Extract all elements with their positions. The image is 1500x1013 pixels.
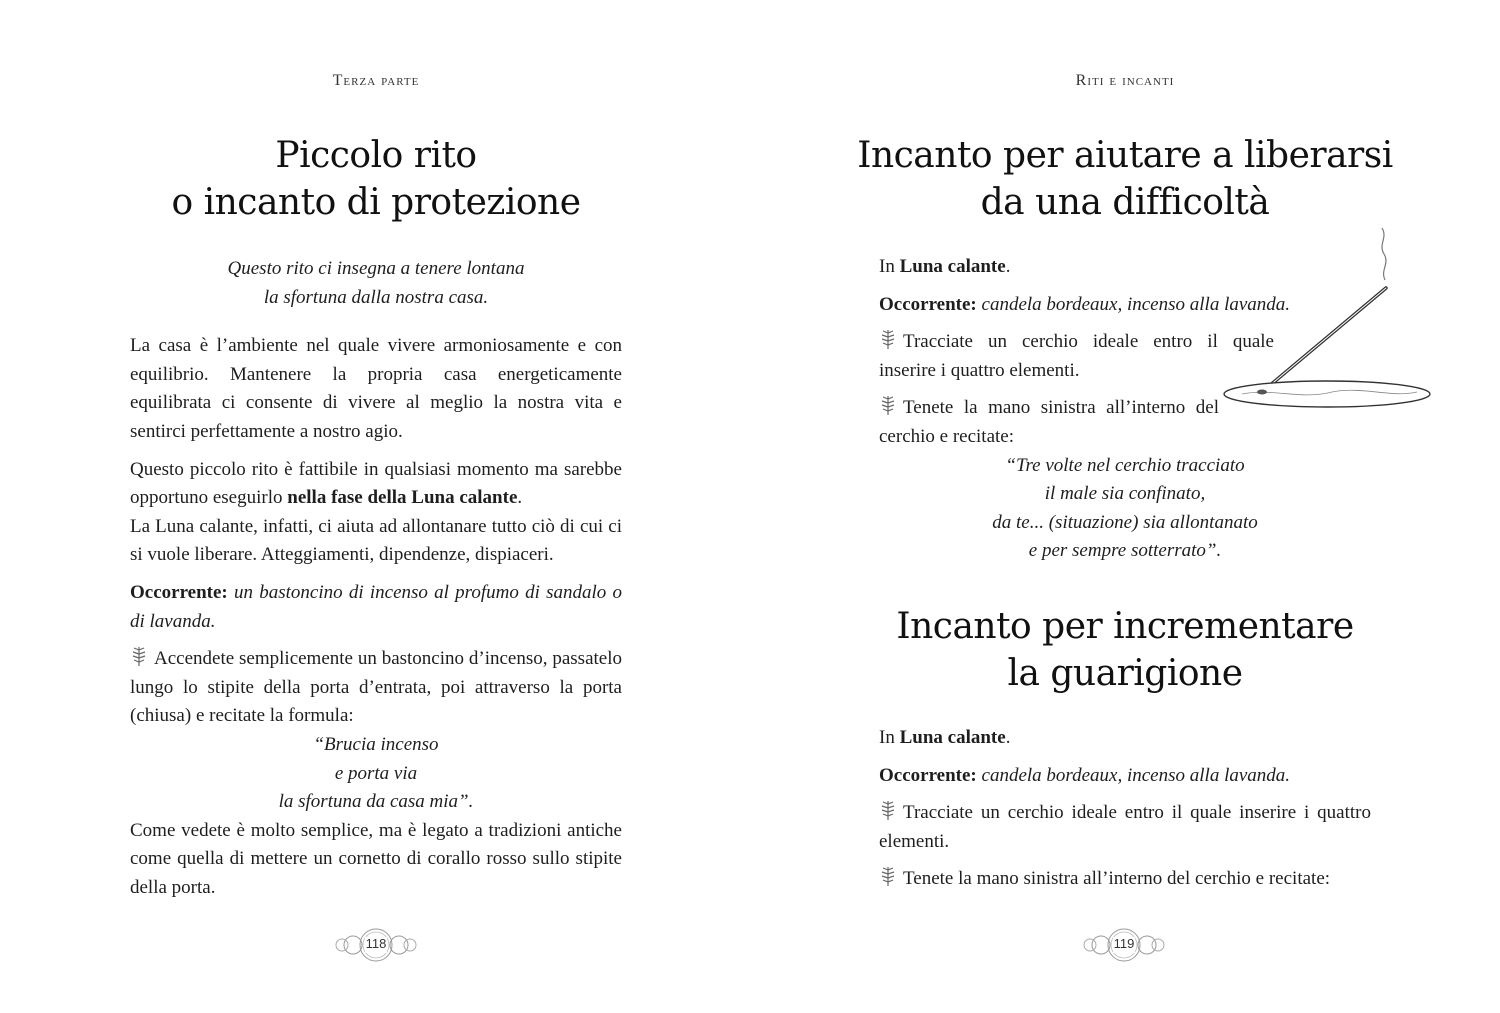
chant-line: da te... (situazione) sia allontanato [992,511,1258,533]
title-line: da una difficoltà [980,182,1270,223]
sprig-icon [879,865,897,885]
text: In [879,256,900,277]
step [130,645,622,731]
step [879,328,1274,385]
formula-line: “Brucia incenso [313,733,439,755]
step [879,799,1371,856]
text: In [879,727,900,748]
title-line: la guarigione [1007,653,1243,694]
section-title [850,132,1400,226]
title-line: o incanto di protezione [171,182,581,223]
text: . [1005,256,1011,277]
right-page [750,0,1500,1013]
page-title [0,132,752,226]
page-number-text: 118 [365,936,387,951]
paragraph: La casa è l’ambiente nel quale vivere armoniosamente e con equilibrio. Mantenere la propria casa energeticamente equilibrata ci consente di vivere al meglio la nostra vita e sentirci perfettamente a nostro agio. [130,335,622,442]
page-number-text: 119 [1113,936,1135,951]
paragraph [130,456,622,513]
step [879,394,1219,451]
page-number [1079,928,1169,962]
occorrente-text: candela bordeaux, incenso alla lavanda. [976,293,1291,315]
step-text: Accendete semplicemente un bastoncino d’incenso, passatelo lungo lo stipite della porta d’entrata, poi attraverso la porta (chiusa) e recitate la formula: [130,648,622,727]
left-body [130,255,622,902]
occorrente [879,291,1315,320]
sprig-icon [130,645,148,665]
step-text: Tenete la mano sinistra all’interno del cerchio e recitate: [879,397,1219,447]
paragraph: Come vedete è molto semplice, ma è legato a tradizioni antiche come quella di mettere un cornetto di corallo rosso sullo stipite della porta. [130,819,622,898]
sprig-icon [879,799,897,819]
sprig-icon [879,328,897,348]
section1-body [879,253,1315,566]
occorrente [879,762,1371,791]
formula-line: la sfortuna da casa mia”. [278,791,474,813]
sprig-icon [879,394,897,414]
section-title [850,603,1400,697]
occorrente [130,579,622,636]
occorrente-label: Occorrente: [130,581,228,603]
running-head: Riti e incanti [1075,72,1175,89]
text: Questo piccolo rito è fattibile in qualsiasi momento ma sarebbe opportuno eseguirlo [130,458,622,509]
text: . [517,487,523,509]
title-line: Incanto per aiutare a liberarsi [857,135,1393,176]
paragraph: La Luna calante, infatti, ci aiuta ad allontanare tutto ciò di cui ci si vuole liberare. Atteggiamenti, dipendenze, dispiaceri. [130,515,622,566]
chant-line: “Tre volte nel cerchio tracciato [1005,454,1245,476]
formula-line: e porta via [334,762,418,784]
title-line: Piccolo rito [275,135,477,176]
occorrente-label: Occorrente: [879,764,977,786]
running-head: Terza parte [332,72,420,89]
moon-line [879,253,1315,282]
chant-line: il male sia confinato, [1044,483,1206,505]
section2-body [879,724,1371,894]
moon-phase: Luna calante [899,256,1006,277]
occorrente-label: Occorrente: [879,293,977,315]
step-text: Tracciate un cerchio ideale entro il quale inserire i quattro elementi. [879,802,1371,852]
step-text: Tenete la mano sinistra all’interno del cerchio e recitate: [903,868,1331,890]
step-text: Tracciate un cerchio ideale entro il quale inserire i quattro elementi. [879,331,1274,381]
text: . [1005,727,1011,748]
occorrente-text: candela bordeaux, incenso alla lavanda. [976,764,1291,786]
moon-phase: Luna calante [899,727,1006,748]
moon-line [879,724,1371,753]
title-line: Incanto per incrementare [896,606,1354,647]
subtitle-line: Questo rito ci insegna a tenere lontana [227,258,525,279]
subtitle-line: la sfortuna dalla nostra casa. [263,286,489,308]
occorrente-text: un bastoncino di incenso al profumo di sandalo o di lavanda. [130,581,622,632]
bold-text: nella fase della Luna calante [287,487,518,509]
chant [879,452,1371,566]
page-number [331,928,421,962]
chant-line: e per sempre sotterrato”. [1028,540,1222,562]
step [879,865,1371,894]
